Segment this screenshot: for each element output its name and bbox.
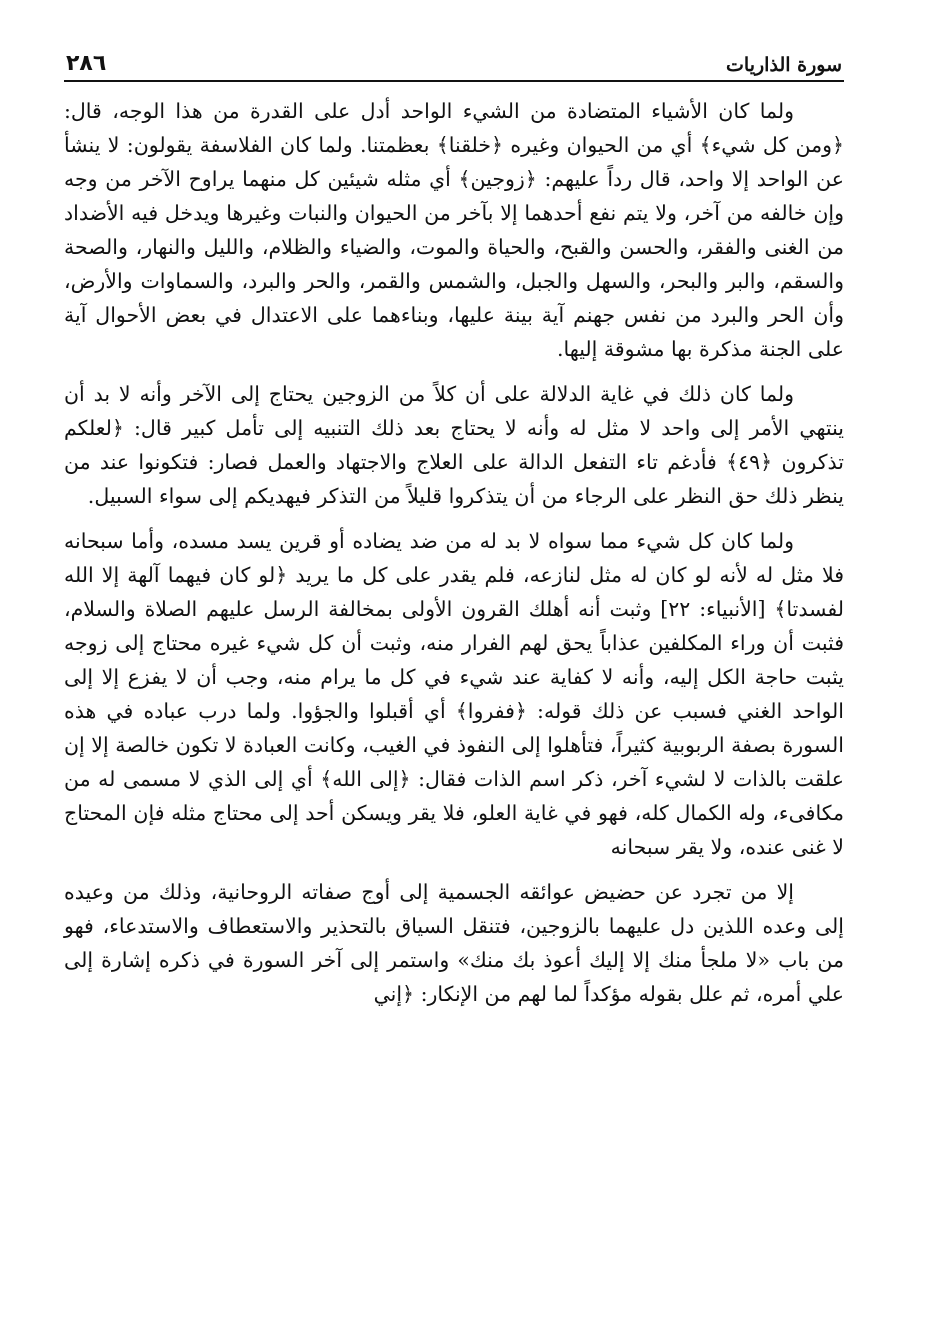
page-body xyxy=(64,94,844,1011)
book-page xyxy=(64,40,844,1300)
paragraph: إلا من تجرد عن حضيض عوائقه الجسمية إلى أوج صفاته الروحانية، وذلك من وعيده إلى وعده اللذين دل عليهما بالزوجين، فتنقل السياق بالتحذير والاستعطاف والاستدعاء، فهو من باب «لا ملجأ منك إلا إليك أعوذ بك منك» واستمر إلى آخر السورة في ذكره إشارة إلى علي أمره، ثم علل بقوله مؤكداً لما لهم من الإنكار: ﴿إني xyxy=(64,880,844,1006)
paragraph: ولما كان الأشياء المتضادة من الشيء الواحد أدل على القدرة من هذا الوجه، قال: ﴿ومن كل شيء﴾ أي من الحيوان وغيره ﴿خلقنا﴾ بعظمتنا. ولما كان الفلاسفة يقولون: لا ينشأ عن الواحد إلا واحد، قال رداً عليهم: ﴿زوجين﴾ أي مثله شيئين كل منهما يراوح الآخر من وجه وإن خالفه من آخر، ولا يتم نفع أحدهما إلا بآخر من الحيوان والنبات وغيرها ويدخل فيه الأضداد من الغنى والفقر، والحسن والقبح، والحياة والموت، والضياء والظلام، والليل والنهار، والصحة والسقم، والبر والبحر، والسهل والجبل، والشمس والقمر، والحر والبرد، والسماوات والأرض، وأن الحر والبرد من نفس جهنم آية بينة عليها، وبناءهما على الاعتدال في بعض الأحوال آية على الجنة مذكرة بها مشوقة إليها. xyxy=(64,99,844,361)
paragraph: ولما كان كل شيء مما سواه لا بد له من ضد يضاده أو قرين يسد مسده، وأما سبحانه فلا مثل له لأنه لو كان له مثل لنازعه، فلم يقدر على كل ما يريد ﴿لو كان فيهما آلهة إلا الله لفسدتا﴾ [الأنبياء: ٢٢] وثبت أنه أهلك القرون الأولى بمخالفة الرسل عليهم الصلاة والسلام، فثبت أن وراء المكلفين عذاباً يحق لهم الفرار منه، وثبت أن كل شيء غيره محتاج إلى زوجه يثبت حاجة الكل إليه، وأنه لا كفاية عند شيء في كل ما يرام منه، وجب أن لا يفزع إلا إلى الواحد الغني فسبب عن ذلك قوله: ﴿ففروا﴾ أي أقبلوا والجؤوا. ولما درب عباده في هذه السورة بصفة الربوبية كثيراً، فتأهلوا إلى النفوذ في الغيب، وكانت العبادة لا تكون خالصة إلا إن علقت بالذات لا لشيء آخر، ذكر اسم الذات فقال: ﴿إلى الله﴾ أي إلى الذي لا مسمى له من مكافىء، وله الكمال كله، فهو في غاية العلو، فلا يقر ويسكن أحد إلى محتاج مثله فإن المحتاج لا غنى عنده، ولا يقر سبحانه xyxy=(64,529,845,859)
running-title: سورة الذاريات xyxy=(726,54,842,76)
paragraph: ولما كان ذلك في غاية الدلالة على أن كلاً من الزوجين يحتاج إلى الآخر وأنه لا بد أن ينتهي الأمر إلى واحد لا مثل له وأنه لا يحتاج بعد ذلك التنبيه إلى تأمل كبير قال: ﴿لعلكم تذكرون ﴿٤٩﴾ فأدغم تاء التفعل الدالة على العلاج والاجتهاد والعمل فصار: فتكونوا عند من ينظر ذلك حق النظر على الرجاء من أن يتذكروا قليلاً من التذكر فيهديكم إلى سواء السبيل. xyxy=(64,382,844,508)
page-header xyxy=(64,40,844,82)
page-number: ٢٨٦ xyxy=(66,51,107,76)
